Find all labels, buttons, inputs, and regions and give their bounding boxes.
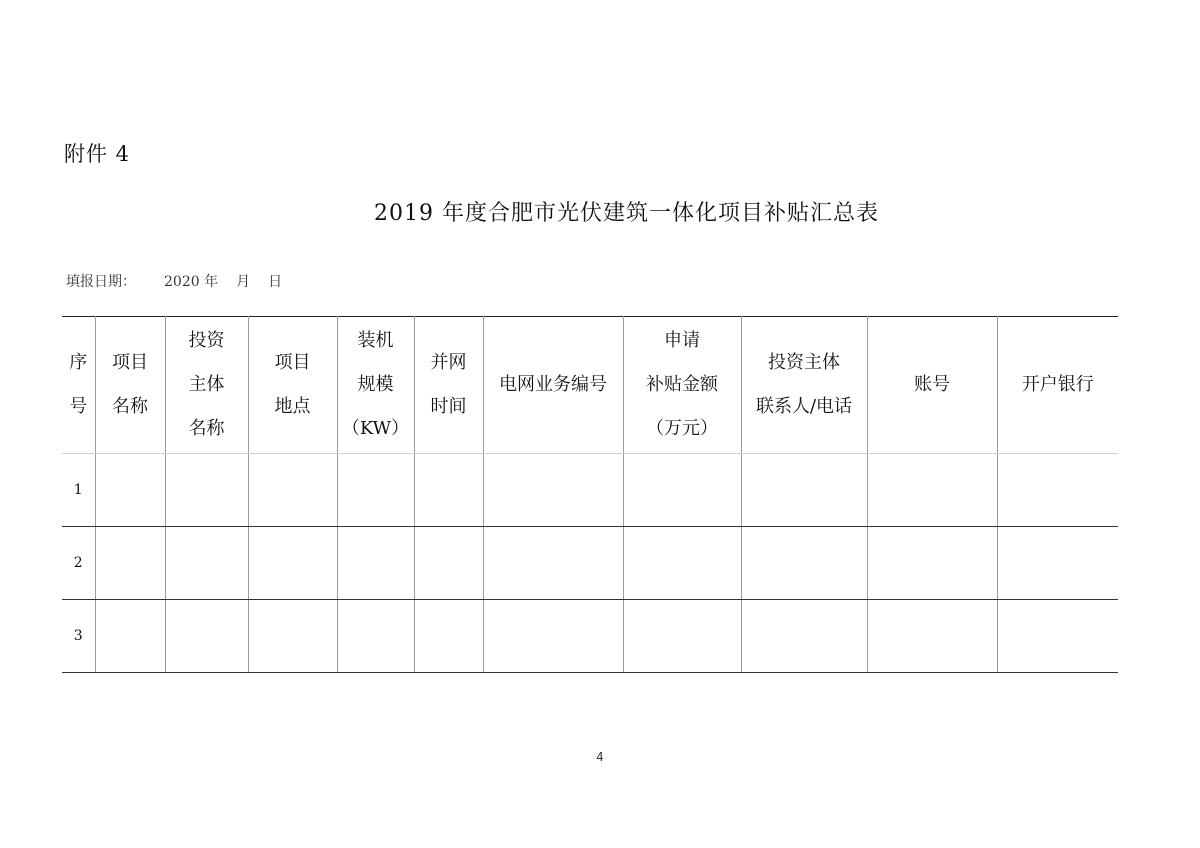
table-cell [165, 454, 248, 527]
header-line: 号 [69, 396, 88, 417]
header-investor-name [165, 317, 248, 454]
header-line: 时间 [430, 396, 467, 417]
fill-date-label: 填报日期： [66, 274, 136, 290]
attachment-label: 附件 4 [64, 142, 131, 166]
header-line: 补贴金额 [646, 374, 718, 395]
table-cell [623, 600, 741, 673]
header-line: 联系人/电话 [755, 396, 853, 417]
fill-date [66, 271, 282, 291]
header-line: （万元） [646, 418, 718, 439]
table-cell [337, 600, 414, 673]
header-subsidy-amount [623, 317, 741, 454]
table-cell [414, 454, 483, 527]
header-opening-bank [997, 317, 1118, 454]
document-title: 2019 年度合肥市光伏建筑一体化项目补贴汇总表 [374, 201, 879, 226]
table-cell [867, 454, 997, 527]
table-cell [95, 527, 165, 600]
table-cell [483, 454, 623, 527]
table-cell [483, 527, 623, 600]
table-cell [248, 527, 337, 600]
table-cell [165, 527, 248, 600]
table-cell [997, 454, 1118, 527]
table-cell [867, 527, 997, 600]
table-cell [414, 527, 483, 600]
table-row [62, 527, 1118, 600]
header-investor-contact [741, 317, 867, 454]
header-line: 地点 [274, 396, 311, 417]
header-installed-capacity [337, 317, 414, 454]
table-cell [483, 600, 623, 673]
table-cell [623, 454, 741, 527]
header-line: 项目 [274, 352, 311, 373]
header-line: 名称 [188, 418, 225, 439]
header-project-name [95, 317, 165, 454]
table-cell [248, 600, 337, 673]
header-serial-number [62, 317, 95, 454]
header-line: 并网 [430, 352, 467, 373]
header-line: 序 [69, 352, 88, 373]
header-line: 规模 [357, 374, 394, 395]
table-cell [337, 454, 414, 527]
header-line: 投资 [188, 330, 225, 351]
page-number: 4 [596, 750, 604, 764]
table-header-row [62, 317, 1118, 454]
table-cell [741, 527, 867, 600]
row-serial-number: 3 [62, 600, 95, 673]
table-cell [95, 454, 165, 527]
header-line: 账号 [914, 374, 950, 395]
row-serial-number: 1 [62, 454, 95, 527]
table-cell [997, 600, 1118, 673]
header-account-number [867, 317, 997, 454]
fill-date-year: 2020 年 [164, 274, 219, 290]
table-cell [337, 527, 414, 600]
header-line: 主体 [188, 374, 225, 395]
table-cell [997, 527, 1118, 600]
header-line: （KW） [341, 418, 410, 439]
table-cell [741, 600, 867, 673]
header-project-location [248, 317, 337, 454]
table-cell [741, 454, 867, 527]
header-line: 投资主体 [768, 352, 840, 373]
table-cell [165, 600, 248, 673]
table-cell [414, 600, 483, 673]
fill-date-day: 日 [268, 274, 283, 290]
subsidy-summary-table [62, 316, 1118, 673]
table-cell [95, 600, 165, 673]
header-grid-business-number [483, 317, 623, 454]
table-row [62, 454, 1118, 527]
table-row [62, 600, 1118, 673]
header-line: 名称 [112, 396, 148, 417]
table-cell [623, 527, 741, 600]
header-line: 申请 [664, 330, 700, 351]
table-cell [248, 454, 337, 527]
table-cell [867, 600, 997, 673]
header-line: 装机 [357, 330, 394, 351]
fill-date-month: 月 [236, 274, 251, 290]
header-line: 电网业务编号 [499, 374, 607, 395]
header-grid-connection-time [414, 317, 483, 454]
header-line: 项目 [112, 352, 148, 373]
header-line: 开户银行 [1021, 374, 1094, 395]
row-serial-number: 2 [62, 527, 95, 600]
